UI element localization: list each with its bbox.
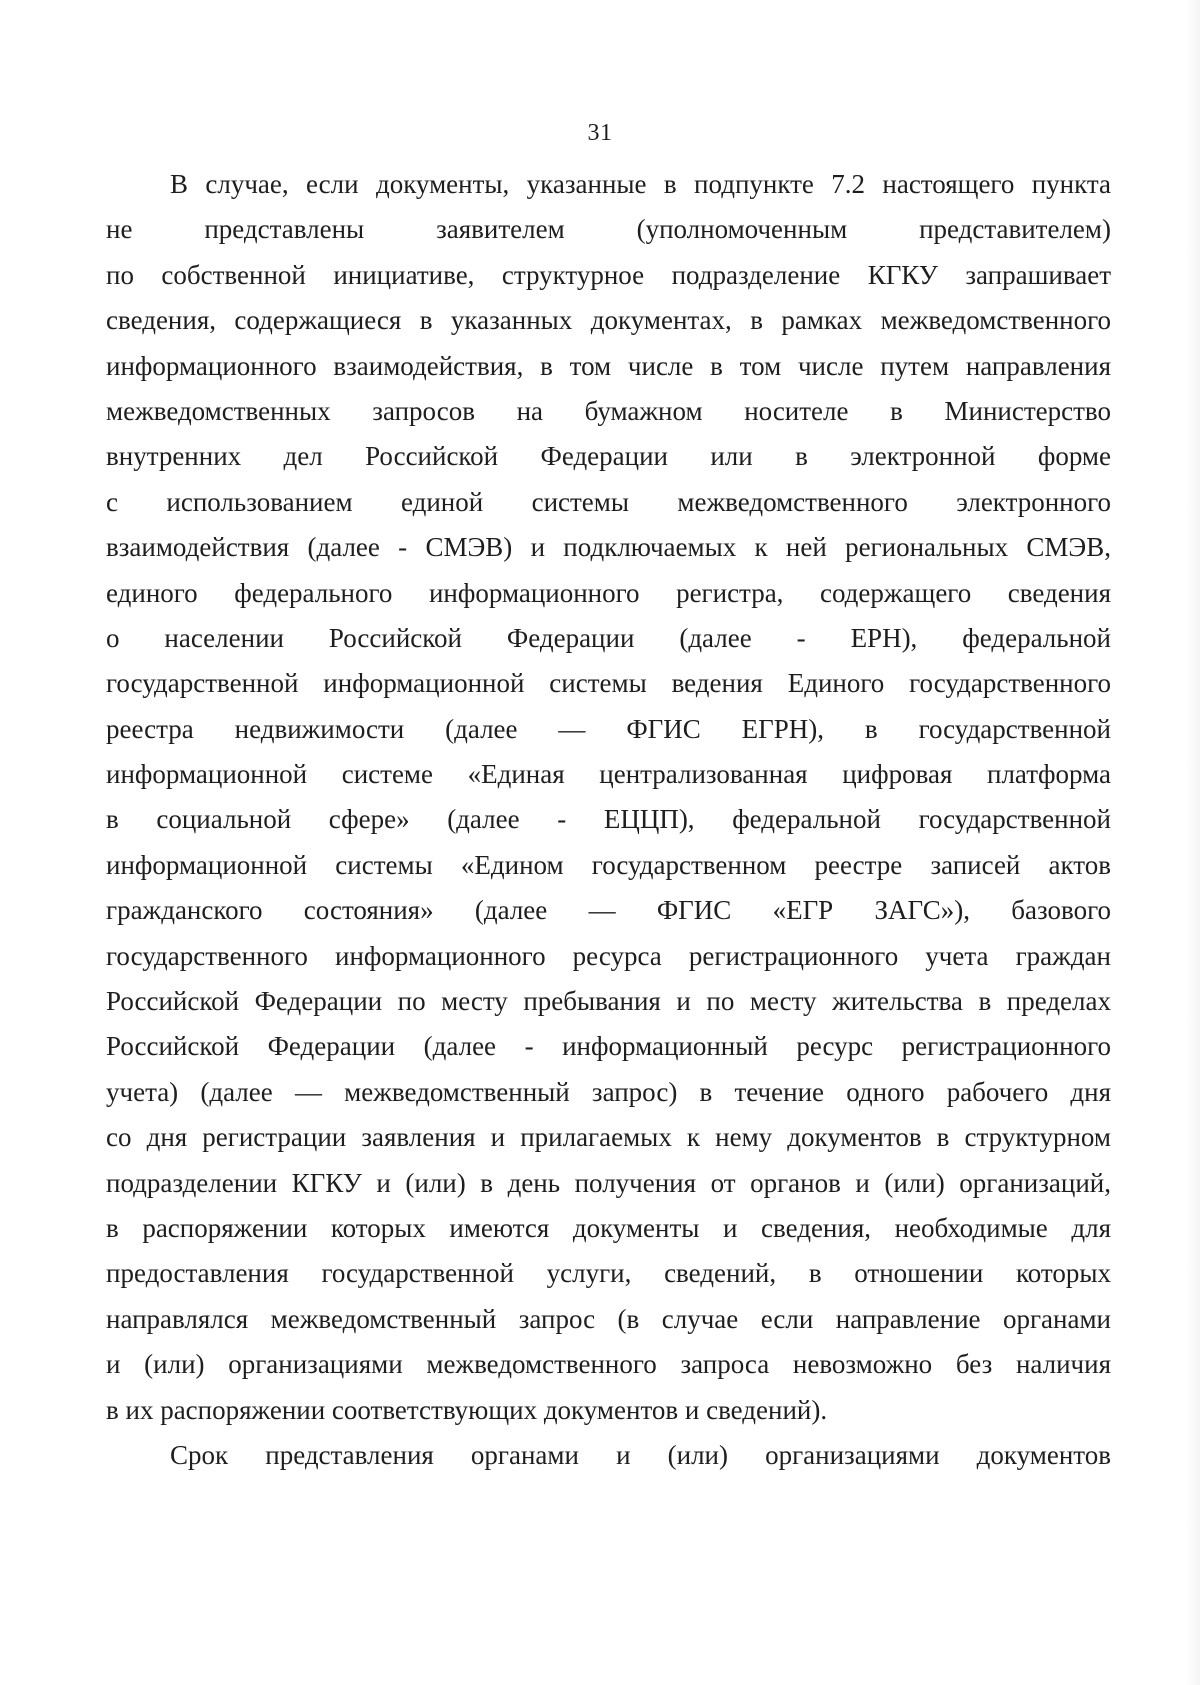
- text-line: реестра недвижимости (далее — ФГИС ЕГРН), в государственной: [106, 713, 1111, 744]
- page-number: 31: [587, 120, 613, 146]
- text-line: гражданского состояния» (далее — ФГИС «ЕГР ЗАГС»), базового: [106, 895, 1111, 926]
- text-line: взаимодействия (далее - СМЭВ) и подключаемых к ней региональных СМЭВ,: [106, 532, 1111, 563]
- text-line: информационного взаимодействия, в том числе в том числе путем направления: [106, 350, 1111, 381]
- text-line: Срок представления органами и (или) организациями документов: [170, 1439, 1111, 1470]
- text-line: информационной системы «Едином государственном реестре записей актов: [106, 849, 1111, 880]
- text-line: внутренних дел Российской Федерации или в электронной форме: [106, 441, 1111, 472]
- text-line: в социальной сфере» (далее - ЕЦЦП), федеральной государственной: [106, 804, 1111, 835]
- text-line: учета) (далее — межведомственный запрос) в течение одного рабочего дня: [106, 1076, 1111, 1107]
- text-line: направлялся межведомственный запрос (в случае если направление органами: [106, 1303, 1111, 1334]
- paragraph-1: [106, 162, 1111, 1433]
- text-line: и (или) организациями межведомственного запроса невозможно без наличия: [106, 1349, 1111, 1380]
- paragraph-2: [106, 1433, 1111, 1478]
- document-body: [106, 162, 1111, 1478]
- text-line: государственной информационной системы ведения Единого государственного: [106, 668, 1111, 699]
- text-line: государственного информационного ресурса регистрационного учета граждан: [106, 940, 1111, 971]
- text-line: сведения, содержащиеся в указанных документах, в рамках межведомственного: [106, 305, 1111, 336]
- text-line: с использованием единой системы межведомственного электронного: [106, 486, 1111, 517]
- text-line: В случае, если документы, указанные в подпункте 7.2 настоящего пункта: [170, 169, 1111, 199]
- text-line: по собственной инициативе, структурное подразделение КГКУ запрашивает: [106, 259, 1111, 290]
- text-line: Российской Федерации (далее - информационный ресурс регистрационного: [106, 1031, 1111, 1062]
- text-line: о населении Российской Федерации (далее - ЕРН), федеральной: [106, 622, 1111, 653]
- text-line: межведомственных запросов на бумажном носителе в Министерство: [106, 395, 1111, 426]
- scan-edge-shading: [1186, 0, 1200, 1685]
- text-line: Российской Федерации по месту пребывания и по месту жительства в пределах: [106, 986, 1111, 1017]
- text-line: информационной системе «Единая централизованная цифровая платформа: [106, 759, 1111, 790]
- text-line: подразделении КГКУ и (или) в день получения от органов и (или) организаций,: [106, 1167, 1111, 1198]
- text-line: единого федерального информационного регистра, содержащего сведения: [106, 577, 1111, 608]
- text-line: в их распоряжении соответствующих документов и сведений).: [106, 1394, 828, 1425]
- text-line: не представлены заявителем (уполномоченным представителем): [106, 214, 1111, 245]
- text-line: предоставления государственной услуги, сведений, в отношении которых: [106, 1258, 1111, 1289]
- text-line: со дня регистрации заявления и прилагаемых к нему документов в структурном: [106, 1122, 1111, 1153]
- text-line: в распоряжении которых имеются документы и сведения, необходимые для: [106, 1212, 1111, 1243]
